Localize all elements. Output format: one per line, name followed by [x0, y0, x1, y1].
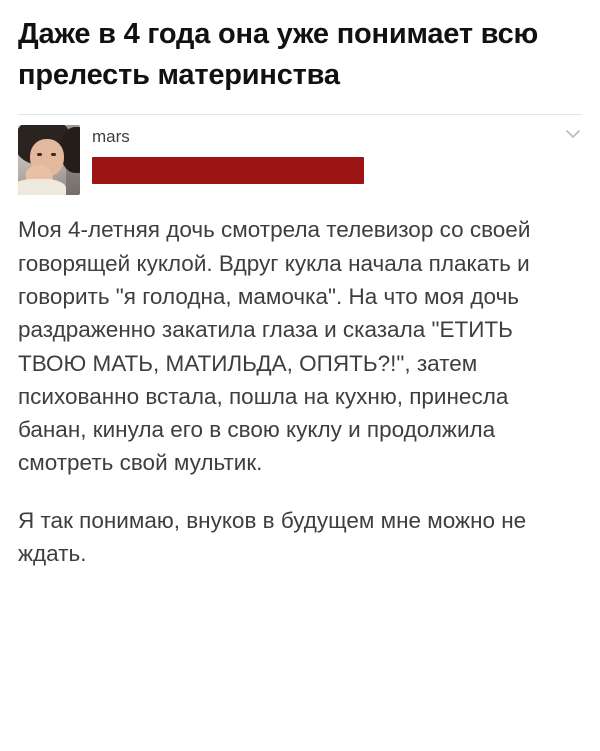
avatar-shirt: [18, 179, 66, 195]
redacted-bar: [92, 157, 364, 184]
post-body: [0, 199, 600, 570]
avatar[interactable]: [18, 125, 80, 195]
post-header: [18, 115, 582, 199]
post-author-name[interactable]: mars: [92, 127, 130, 147]
post-paragraph: Моя 4-летняя дочь смотрела телевизор со своей говорящей куклой. Вдруг кукла начала плакать и говорить "я голодна, мамочка". На что моя дочь раздраженно закатила глаза и сказала "ЕТИТЬ ТВОЮ МАТЬ, МАТИЛЬДА, ОПЯТЬ?!", затем психованно встала, пошла на кухню, принесла банан, кинула его в свою куклу и продолжила смотреть свой мультик.: [18, 217, 531, 476]
chevron-down-icon[interactable]: [564, 125, 582, 143]
post-card: [0, 114, 600, 199]
post-paragraph: Я так понимаю, внуков в будущем мне можно не ждать.: [18, 507, 527, 567]
page-title: Даже в 4 года она уже понимает всю прелесть материнства: [18, 18, 539, 92]
post-meta: [92, 125, 582, 183]
